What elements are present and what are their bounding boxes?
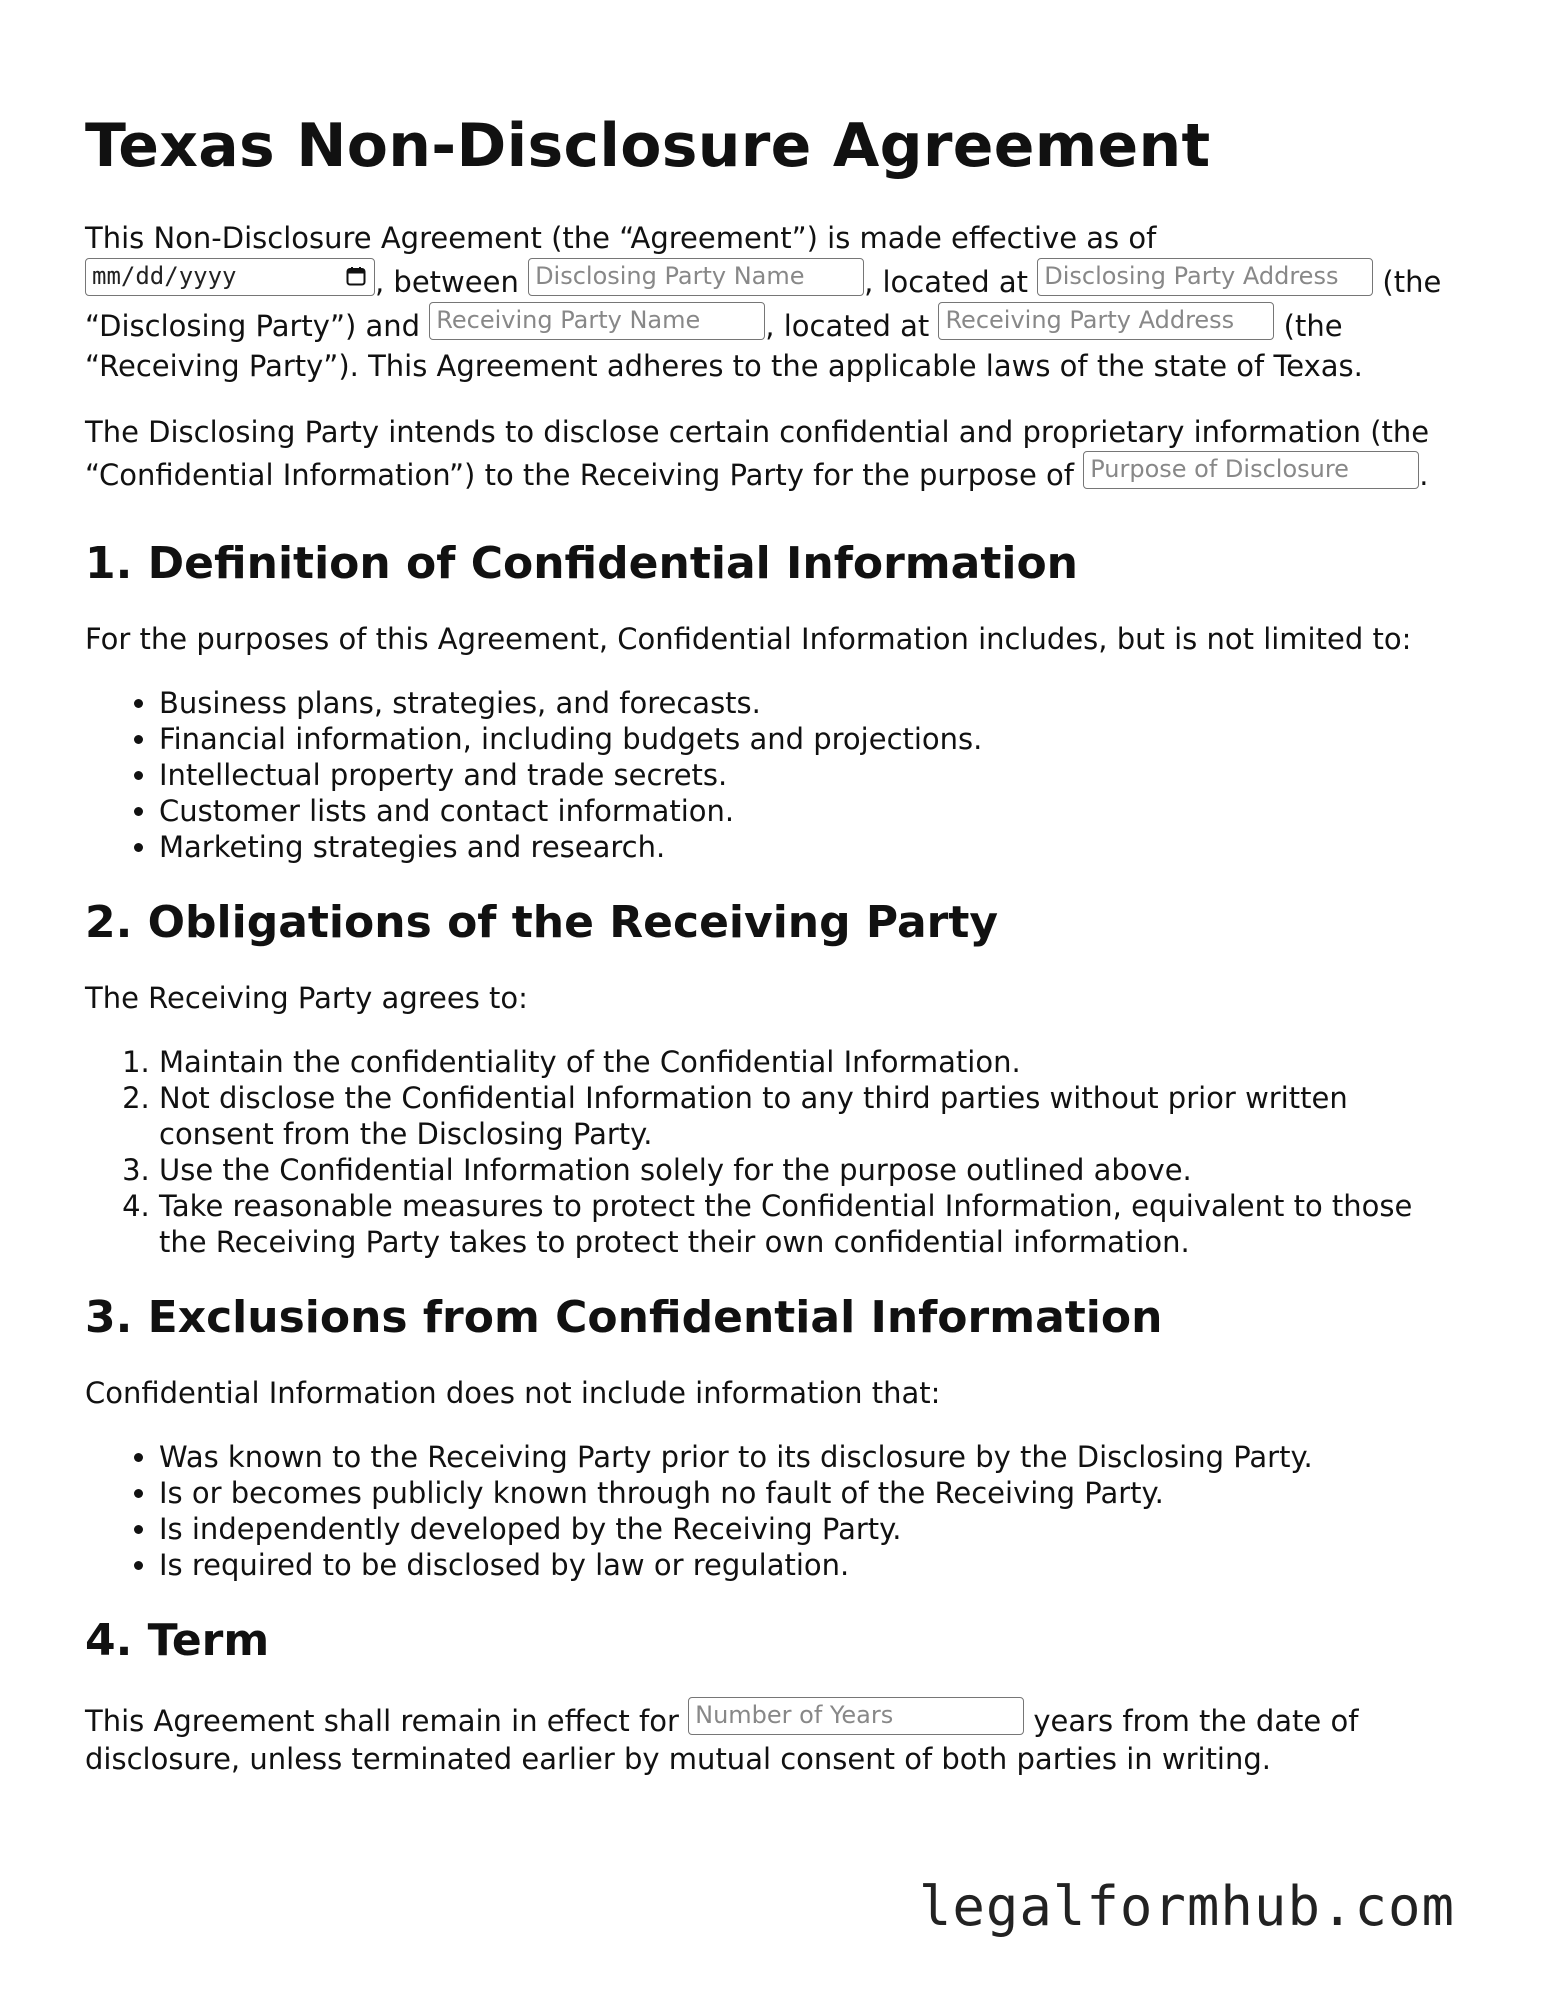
list-item: • Was known to the Receiving Party prior to its disclosure by the Disclosing Party.	[159, 1439, 1465, 1475]
list-item: • Marketing strategies and research.	[159, 829, 1465, 865]
receiving-party-name-input[interactable]: Receiving Party Name	[429, 302, 765, 340]
list-item: 4. Take reasonable measures to protect the Confidential Information, equivalent to those the Receiving Party takes to protect their own confidential information.	[159, 1188, 1465, 1260]
intro-text-1: This Non-Disclosure Agreement (the “Agreement”) is made effective as of	[85, 221, 1157, 255]
term-text-2: years from the date of disclosure, unless terminated earlier by mutual consent of both parties in writing.	[85, 1704, 1359, 1776]
disclosing-party-address-input[interactable]: Disclosing Party Address	[1037, 258, 1373, 296]
list-item: 2. Not disclose the Confidential Information to any third parties without prior written consent from the Disclosing Party.	[159, 1080, 1465, 1152]
intro-text-2: , between	[375, 265, 529, 299]
list-item: 3. Use the Confidential Information solely for the purpose outlined above.	[159, 1152, 1465, 1188]
intro-text-5: , located at	[765, 309, 939, 343]
document	[85, 108, 1465, 1805]
effective-date-input[interactable]: mm/dd/yyyy	[85, 258, 375, 296]
purpose-text-1: The Disclosing Party intends to disclose certain confidential and proprietary information (the “Confidential Information”) to the Receiving Party for the purpose of	[85, 415, 1430, 492]
term-text-1: This Agreement shall remain in effect for	[85, 1704, 689, 1738]
calendar-icon[interactable]	[346, 266, 366, 286]
receiving-party-address-input[interactable]: Receiving Party Address	[938, 302, 1274, 340]
section-3-list	[85, 1439, 1465, 1583]
purpose-of-disclosure-input[interactable]: Purpose of Disclosure	[1083, 451, 1419, 489]
watermark: legalformhub.com	[918, 1875, 1455, 1938]
list-item: • Is or becomes publicly known through no fault of the Receiving Party.	[159, 1475, 1465, 1511]
list-item: • Financial information, including budgets and projections.	[159, 721, 1465, 757]
section-4-paragraph	[85, 1697, 1465, 1778]
section-1-heading: 1. Definition of Confidential Information	[85, 538, 1079, 589]
section-2-heading: 2. Obligations of the Receiving Party	[85, 897, 999, 948]
purpose-text-2: .	[1419, 458, 1429, 492]
list-item: • Customer lists and contact information.	[159, 793, 1465, 829]
list-item: • Is independently developed by the Receiving Party.	[159, 1511, 1465, 1547]
list-item: • Intellectual property and trade secrets.	[159, 757, 1465, 793]
section-3-intro: Confidential Information does not include information that:	[85, 1376, 941, 1410]
section-1-list	[85, 685, 1465, 865]
number-of-years-input[interactable]: Number of Years	[688, 1697, 1024, 1735]
section-4-heading: 4. Term	[85, 1615, 270, 1666]
list-item: 1. Maintain the confidentiality of the Confidential Information.	[159, 1044, 1465, 1080]
section-2-intro: The Receiving Party agrees to:	[85, 981, 528, 1015]
purpose-paragraph	[85, 413, 1465, 494]
list-item: • Business plans, strategies, and forecasts.	[159, 685, 1465, 721]
intro-text-3: , located at	[864, 265, 1038, 299]
disclosing-party-name-input[interactable]: Disclosing Party Name	[528, 258, 864, 296]
list-item: • Is required to be disclosed by law or regulation.	[159, 1547, 1465, 1583]
intro-text-6: (the “Receiving Party”). This Agreement adheres to the applicable laws of the state of Texas.	[85, 309, 1363, 383]
section-3-heading: 3. Exclusions from Confidential Information	[85, 1292, 1163, 1343]
section-2-list	[85, 1044, 1465, 1260]
intro-paragraph	[85, 218, 1465, 386]
page-title: Texas Non-Disclosure Agreement	[85, 111, 1211, 181]
section-1-intro: For the purposes of this Agreement, Confidential Information includes, but is not limited to:	[85, 622, 1412, 656]
intro-text-4: (the “Disclosing Party”) and	[85, 265, 1442, 343]
